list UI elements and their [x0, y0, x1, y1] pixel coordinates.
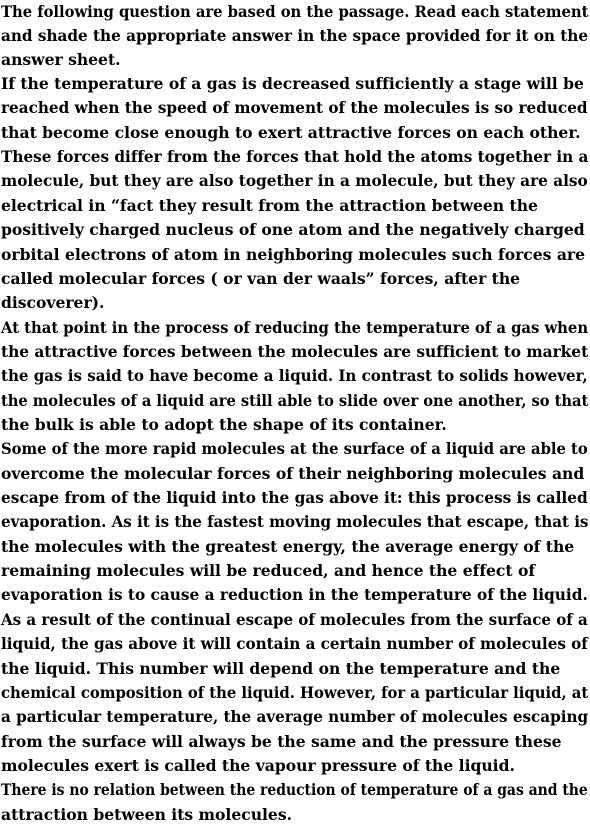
text-line: reached when the speed of movement of the molecules is so reduced — [1, 98, 588, 117]
text-line: molecules exert is called the vapour pressure of the liquid. — [1, 756, 515, 775]
text-line: called molecular forces ( or van der waals” forces, after the — [1, 269, 521, 288]
text-line: liquid, the gas above it will contain a certain number of molecules of — [1, 634, 588, 653]
text-line: that become close enough to exert attractive forces on each other. — [1, 123, 581, 142]
text-line: At that point in the process of reducing the temperature of a gas when — [1, 318, 589, 337]
text-line: attraction between its molecules. — [1, 805, 292, 824]
text-line: evaporation. As it is the fastest moving molecules that escape, that is — [1, 512, 589, 531]
text-line: evaporation is to cause a reduction in the temperature of the liquid. — [1, 585, 588, 604]
text-line: The following question are based on the passage. Read each statement — [1, 2, 589, 21]
text-line: If the temperature of a gas is decreased sufficiently a stage will be — [1, 74, 584, 93]
text-line: overcome the molecular forces of their neighboring molecules and — [1, 464, 585, 483]
text-line: answer sheet. — [1, 50, 121, 69]
text-line: from the surface will always be the same and the pressure these — [1, 732, 562, 751]
text-line: electrical in “fact they result from the attraction between the — [1, 196, 538, 215]
text-line: the molecules with the greatest energy, the average energy of the — [1, 537, 575, 556]
text-line: discoverer). — [1, 293, 105, 312]
text-line: the molecules of a liquid are still able to slide over one another, so that — [1, 391, 589, 410]
text-line: remaining molecules will be reduced, and hence the effect of — [1, 561, 536, 580]
text-line: escape from of the liquid into the gas above it: this process is called — [1, 488, 588, 507]
text-line: the gas is said to have become a liquid. In contrast to solids however, — [1, 366, 588, 385]
text-line: There is no relation between the reduction of temperature of a gas and the — [1, 780, 588, 799]
text-line: a particular temperature, the average number of molecules escaping — [1, 707, 589, 726]
text-line: the bulk is able to adopt the shape of its container. — [1, 415, 447, 434]
text-line: positively charged nucleus of one atom and the negatively charged — [1, 220, 585, 239]
text-line: chemical composition of the liquid. However, for a particular liquid, at — [1, 683, 589, 702]
text-line: As a result of the continual escape of molecules from the surface of a — [1, 610, 588, 629]
text-line: molecule, but they are also together in a molecule, but they are also — [1, 171, 588, 190]
text-line: the attractive forces between the molecules are sufficient to market — [1, 342, 589, 361]
text-line: Some of the more rapid molecules at the surface of a liquid are able to — [1, 439, 588, 458]
text-line: the liquid. This number will depend on the temperature and the — [1, 659, 561, 678]
text-line: and shade the appropriate answer in the space provided for it on the — [1, 26, 589, 45]
text-line: These forces differ from the forces that hold the atoms together in a — [1, 147, 589, 166]
text-line: orbital electrons of atom in neighboring molecules such forces are — [1, 245, 586, 264]
